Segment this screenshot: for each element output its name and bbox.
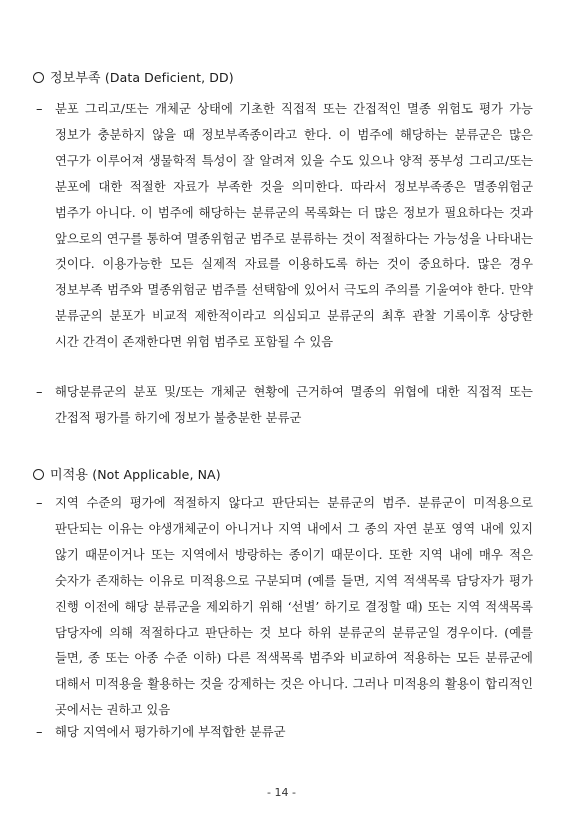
list-item-text: 해당 지역에서 평가하기에 부적합한 분류군 <box>55 725 286 739</box>
circle-bullet-icon <box>33 72 44 83</box>
heading-latin: (Not Applicable, NA) <box>92 467 221 482</box>
list-item <box>36 380 533 432</box>
list-item <box>36 97 533 356</box>
list-item <box>36 720 533 746</box>
list-item-text: 분포 그리고/또는 개체군 상태에 기초한 직접적 또는 간접적인 멸종 위험도 평가 가능 정보가 충분하지 않을 때 정보부족종이라고 한다. 이 범주에 해당하는 분류군은 많은 연구가 이루어져 생물학적 특성이 잘 알려져 있을 수도 있으나 양적 풍부성 그리고/또는 분포에 대한 적절한 자료가 부족한 것을 의미한다. 따라서 정보부족종은 멸종위험군 범주가 아니다. 이 범주에 해당하는 분류군의 목록화는 더 많은 정보가 필요하다는 것과 앞으로의 연구를 통하여 멸종위험군 범주로 분류하는 것이 적절하다는 가능성을 나타내는 것이다. 이용가능한 모든 실제적 자료를 이용하도록 하는 것이 중요하다. 많은 경우 정보부족 범주와 멸종위험군 범주를 선택함에 있어서 극도의 주의를 기울여야 한다. 만약 분류군의 분포가 비교적 제한적이라고 의심되고 분류군의 최후 관찰 기록이후 상당한 시간 간격이 존재한다면 위험 범주로 포함될 수 있음 <box>55 102 534 350</box>
dash-bullet-icon: – <box>36 385 43 400</box>
dash-bullet-icon: – <box>36 496 43 511</box>
section-heading-data-deficient <box>33 69 234 88</box>
heading-korean: 미적용 <box>50 468 88 483</box>
circle-bullet-icon <box>33 469 44 480</box>
heading-korean: 정보부족 <box>50 71 101 86</box>
dash-bullet-icon: – <box>36 725 43 740</box>
section-heading-not-applicable <box>33 466 221 485</box>
list-item-text: 해당분류군의 분포 및/또는 개체군 현황에 근거하여 멸종의 위협에 대한 직접적 또는 간접적 평가를 하기에 정보가 불충분한 분류군 <box>55 385 533 425</box>
list-item-text: 지역 수준의 평가에 적절하지 않다고 판단되는 분류군의 범주. 분류군이 미적용으로 판단되는 이유는 야생개체군이 아니거나 지역 내에서 그 종의 자연 분포 영역 내에 있지 않기 때문이거나 또는 지역에서 방랑하는 종이기 때문이다. 또한 지역 내에 매우 적은 숫자가 존재하는 이유로 미적용으로 구분되며 (예를 들면, 지역 적색목록 담당자가 평가 진행 이전에 해당 분류군을 제외하기 위해 ‘선별’ 하기로 결정할 때) 또는 지역 적색목록 담당자에 의해 적절하다고 판단하는 것 보다 하위 분류군의 분류군일 경우이다. (예를 들면, 종 또는 아종 수준 이하) 다른 적색목록 범주와 비교하여 적용하는 모든 분류군에 대해서 미적용을 활용하는 것을 강제하는 것은 아니다. 그러나 미적용의 활용이 합리적인 곳에서는 권하고 있음 <box>55 496 533 718</box>
list-item <box>36 491 533 724</box>
dash-bullet-icon: – <box>36 102 43 117</box>
heading-latin: (Data Deficient, DD) <box>104 70 234 85</box>
page-number: - 14 - <box>267 786 296 799</box>
